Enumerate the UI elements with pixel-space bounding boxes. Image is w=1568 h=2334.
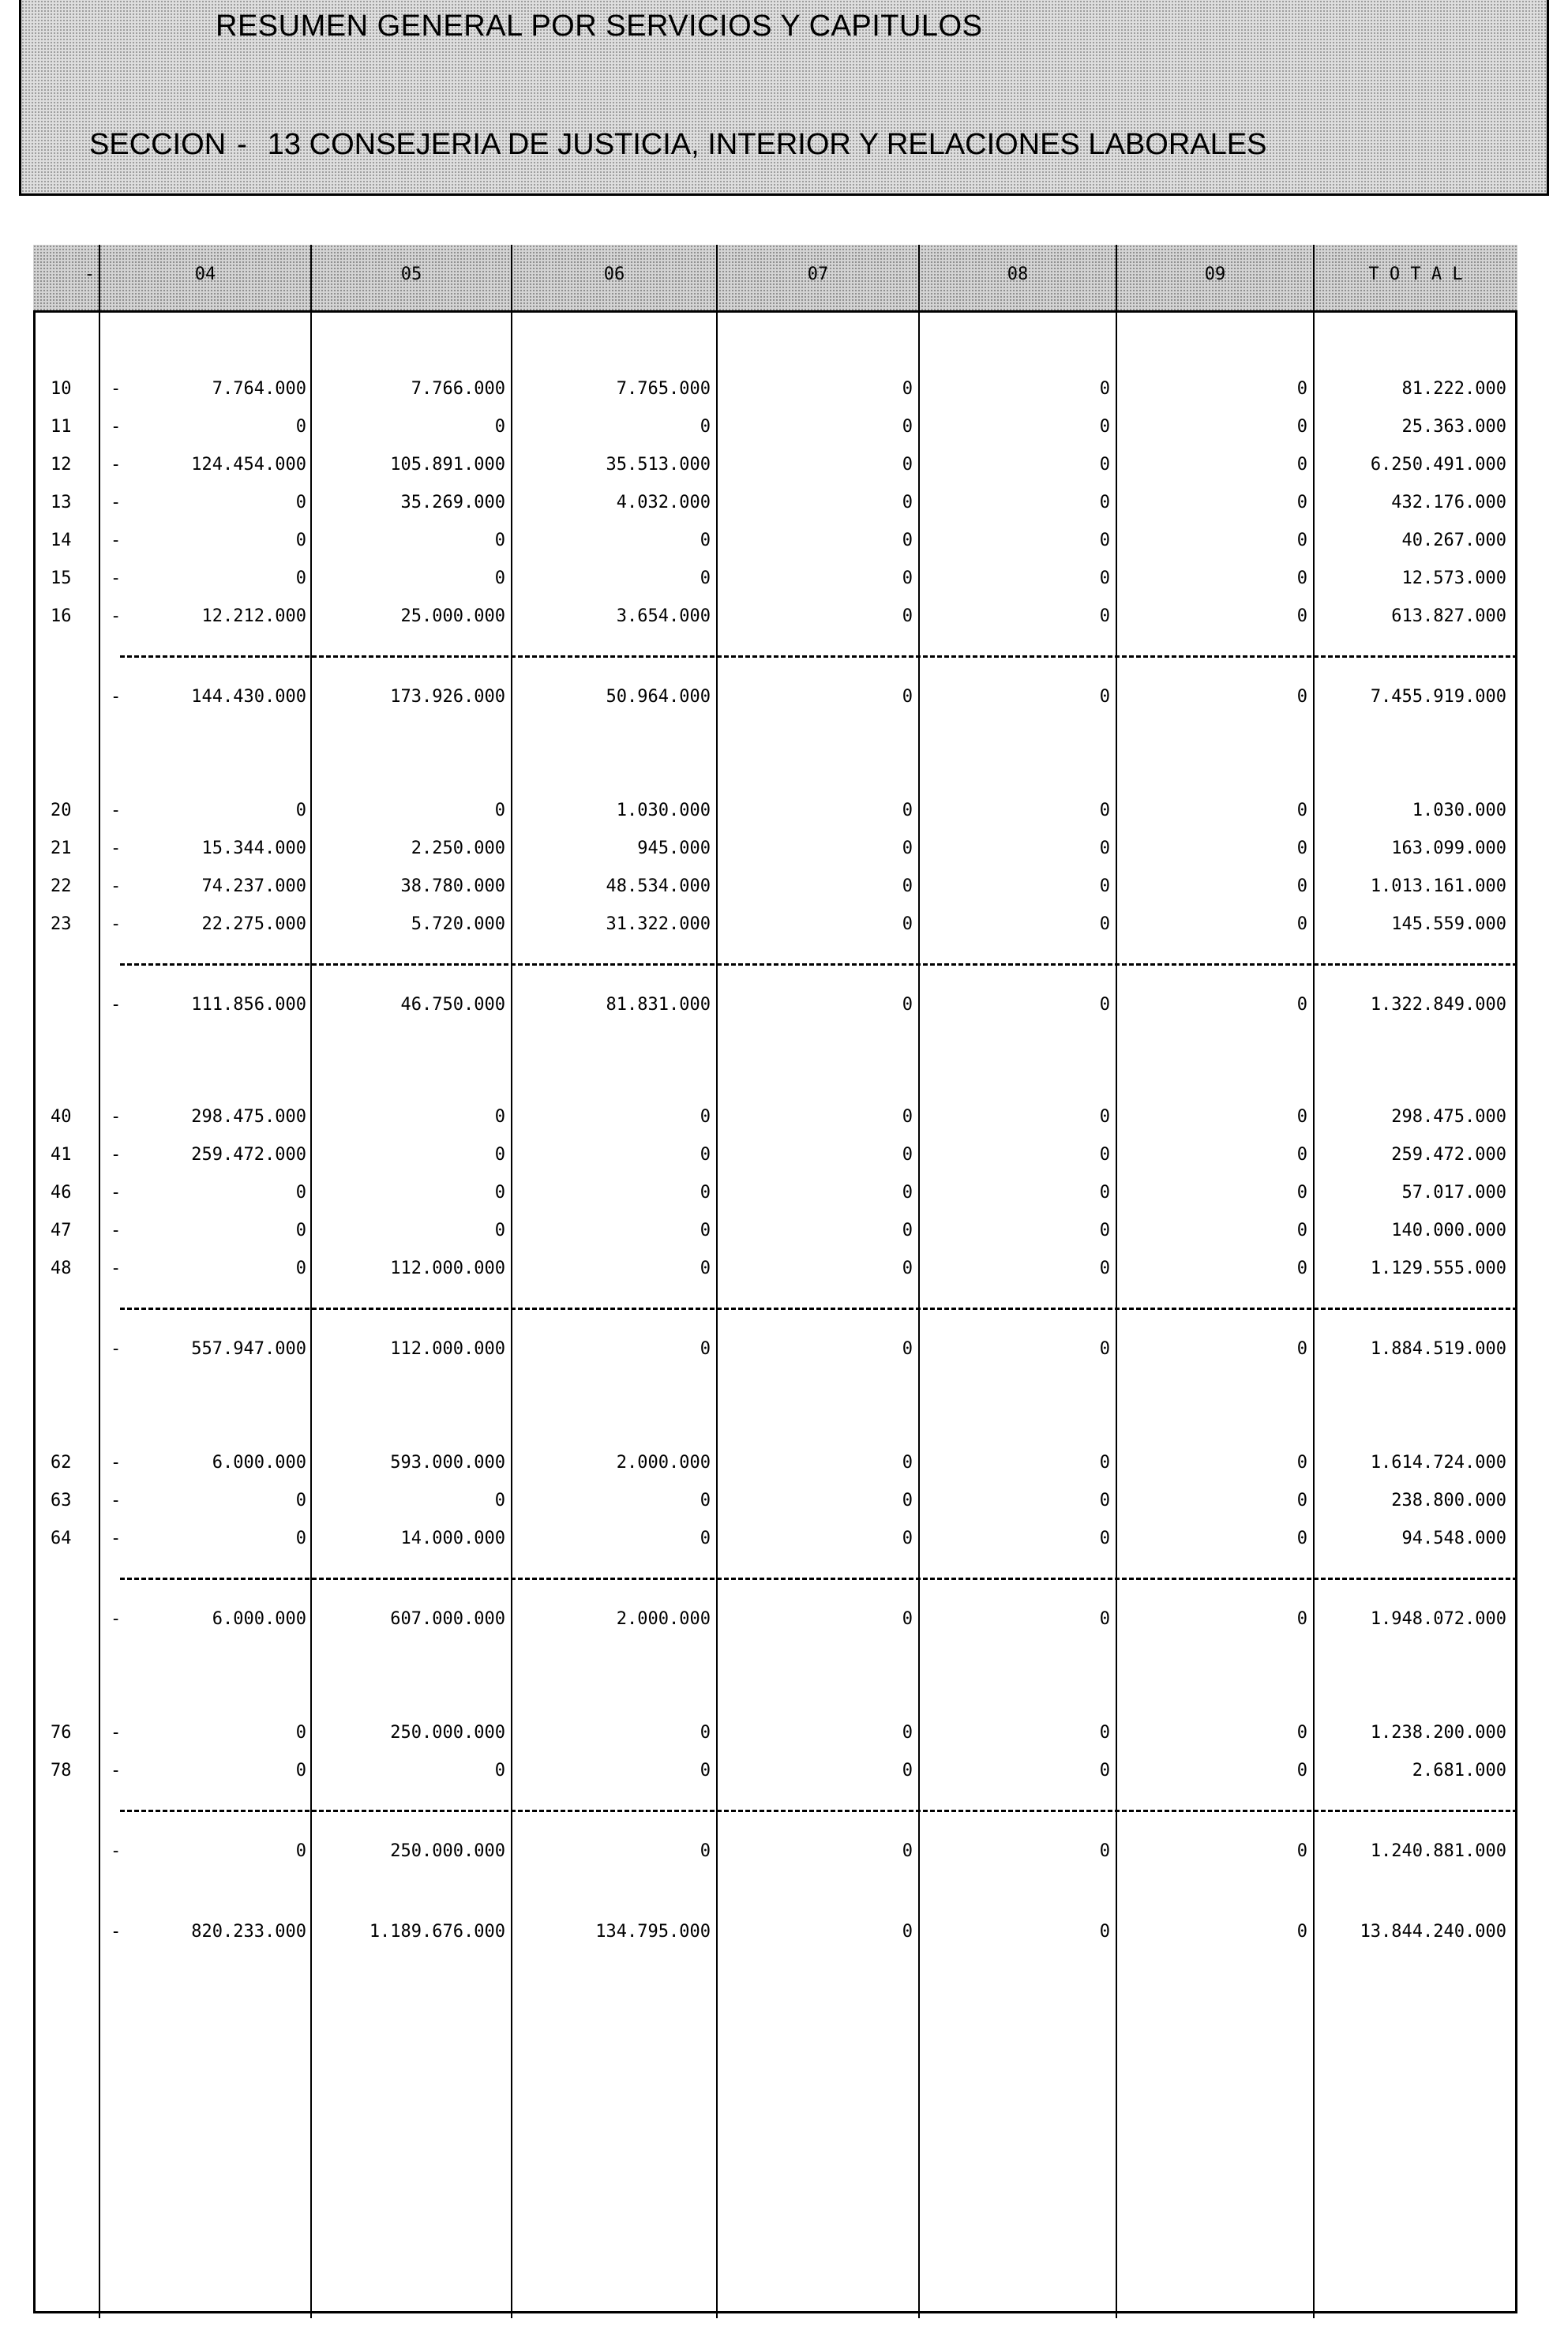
value-cell: 0 [700, 1145, 711, 1165]
value-cell: 134.795.000 [595, 1922, 711, 1942]
row-code: 47 [51, 1221, 72, 1240]
subtotal-separator [120, 1308, 1517, 1310]
value-cell: 0 [700, 1723, 711, 1743]
value-cell: 0 [1099, 1922, 1110, 1942]
value-cell: 46.750.000 [400, 995, 505, 1015]
value-cell: 607.000.000 [390, 1609, 505, 1629]
row-dash: - [111, 687, 122, 707]
value-cell: 0 [902, 417, 913, 437]
value-cell: 0 [295, 1529, 306, 1548]
value-cell: 0 [700, 1107, 711, 1127]
value-cell: 259.472.000 [191, 1145, 306, 1165]
value-cell: 0 [902, 1183, 913, 1203]
value-cell: 0 [1099, 1841, 1110, 1861]
value-cell: 0 [902, 1529, 913, 1548]
section-name: 13 CONSEJERIA DE JUSTICIA, INTERIOR Y RELACIONES LABORALES [267, 128, 1267, 161]
value-cell: 173.926.000 [390, 687, 505, 707]
row-code: 12 [51, 455, 72, 475]
value-cell: 0 [1296, 606, 1307, 626]
value-cell: 0 [902, 1723, 913, 1743]
section-line [89, 128, 1266, 162]
value-cell: 1.189.676.000 [369, 1922, 505, 1942]
value-cell: 613.827.000 [1391, 606, 1506, 626]
value-cell: 0 [1099, 1339, 1110, 1359]
value-cell: 0 [295, 568, 306, 588]
value-cell: 7.764.000 [212, 379, 306, 399]
row-dash: - [111, 1529, 122, 1548]
value-cell: 0 [1099, 1183, 1110, 1203]
row-dash: - [111, 1339, 122, 1359]
value-cell: 0 [1296, 687, 1307, 707]
value-cell: 0 [295, 1491, 306, 1510]
row-dash: - [111, 1221, 122, 1240]
value-cell: 0 [700, 1491, 711, 1510]
column-header: 09 [1204, 265, 1226, 284]
value-cell: 0 [902, 1339, 913, 1359]
row-dash: - [111, 914, 122, 934]
value-cell: 0 [494, 1183, 505, 1203]
value-cell: 4.032.000 [616, 493, 711, 512]
value-cell: 0 [902, 801, 913, 820]
value-cell: 0 [1099, 1145, 1110, 1165]
row-dash: - [111, 1145, 122, 1165]
value-cell: 25.000.000 [400, 606, 505, 626]
row-code: 23 [51, 914, 72, 934]
value-cell: 0 [1099, 995, 1110, 1015]
value-cell: 38.780.000 [400, 876, 505, 896]
row-code: 46 [51, 1183, 72, 1203]
value-cell: 0 [494, 1107, 505, 1127]
section-label: SECCION [89, 128, 227, 161]
value-cell: 0 [902, 687, 913, 707]
value-cell: 0 [1296, 379, 1307, 399]
column-header: 05 [400, 265, 422, 284]
value-cell: 1.030.000 [1412, 801, 1506, 820]
column-header: 06 [603, 265, 625, 284]
value-cell: 0 [1296, 876, 1307, 896]
value-cell: 0 [1296, 801, 1307, 820]
value-cell: 0 [1099, 876, 1110, 896]
value-cell: 0 [1296, 417, 1307, 437]
subtotal-separator [120, 963, 1517, 966]
value-cell: 0 [1099, 1529, 1110, 1548]
value-cell: 820.233.000 [191, 1922, 306, 1942]
value-cell: 0 [902, 1453, 913, 1473]
value-cell: 6.250.491.000 [1370, 455, 1506, 475]
row-dash: - [111, 1761, 122, 1781]
value-cell: 0 [1296, 1922, 1307, 1942]
subtotal-separator [120, 655, 1517, 658]
row-code: 41 [51, 1145, 72, 1165]
value-cell: 74.237.000 [201, 876, 306, 896]
value-cell: 432.176.000 [1391, 493, 1506, 512]
column-header: T O T A L [1368, 265, 1463, 284]
value-cell: 31.322.000 [606, 914, 711, 934]
row-dash: - [111, 1922, 122, 1942]
value-cell: 35.513.000 [606, 455, 711, 475]
value-cell: 0 [1296, 1609, 1307, 1629]
row-code: 20 [51, 801, 72, 820]
row-code: 13 [51, 493, 72, 512]
value-cell: 0 [1296, 1453, 1307, 1473]
value-cell: 57.017.000 [1401, 1183, 1506, 1203]
value-cell: 3.654.000 [616, 606, 711, 626]
value-cell: 2.000.000 [616, 1609, 711, 1629]
value-cell: 0 [494, 1761, 505, 1781]
value-cell: 0 [1296, 531, 1307, 550]
value-cell: 0 [700, 1221, 711, 1240]
report-title: RESUMEN GENERAL POR SERVICIOS Y CAPITULOS [216, 9, 983, 43]
value-cell: 0 [1099, 1453, 1110, 1473]
value-cell: 0 [494, 1221, 505, 1240]
value-cell: 259.472.000 [1391, 1145, 1506, 1165]
value-cell: 0 [1099, 839, 1110, 858]
value-cell: 0 [1296, 493, 1307, 512]
value-cell: 40.267.000 [1401, 531, 1506, 550]
row-code: 22 [51, 876, 72, 896]
report-header [19, 0, 1549, 196]
value-cell: 94.548.000 [1401, 1529, 1506, 1548]
value-cell: 14.000.000 [400, 1529, 505, 1548]
value-cell: 0 [1099, 1491, 1110, 1510]
value-cell: 0 [494, 801, 505, 820]
subtotal-separator [120, 1578, 1517, 1580]
value-cell: 0 [1099, 1259, 1110, 1278]
value-cell: 0 [1099, 1761, 1110, 1781]
value-cell: 0 [1296, 455, 1307, 475]
row-dash: - [111, 1183, 122, 1203]
value-cell: 0 [494, 1491, 505, 1510]
value-cell: 0 [1099, 1107, 1110, 1127]
value-cell: 0 [700, 1761, 711, 1781]
row-code: 40 [51, 1107, 72, 1127]
value-cell: 0 [700, 1259, 711, 1278]
row-dash: - [111, 455, 122, 475]
value-cell: 0 [494, 417, 505, 437]
value-cell: 0 [902, 1841, 913, 1861]
row-dash: - [111, 839, 122, 858]
value-cell: 0 [494, 531, 505, 550]
column-header: 07 [807, 265, 829, 284]
value-cell: 1.948.072.000 [1370, 1609, 1506, 1629]
value-cell: 1.884.519.000 [1370, 1339, 1506, 1359]
value-cell: 0 [700, 417, 711, 437]
value-cell: 0 [1099, 493, 1110, 512]
row-dash: - [111, 1259, 122, 1278]
value-cell: 298.475.000 [1391, 1107, 1506, 1127]
value-cell: 1.322.849.000 [1370, 995, 1506, 1015]
value-cell: 2.000.000 [616, 1453, 711, 1473]
column-header: 08 [1007, 265, 1029, 284]
value-cell: 0 [902, 1922, 913, 1942]
value-cell: 0 [902, 493, 913, 512]
value-cell: 112.000.000 [390, 1259, 505, 1278]
value-cell: 145.559.000 [1391, 914, 1506, 934]
row-code: 63 [51, 1491, 72, 1510]
value-cell: 0 [1099, 687, 1110, 707]
value-cell: 7.455.919.000 [1370, 687, 1506, 707]
row-dash: - [111, 995, 122, 1015]
value-cell: 0 [902, 1609, 913, 1629]
value-cell: 0 [1099, 1723, 1110, 1743]
row-code: 76 [51, 1723, 72, 1743]
row-code: 62 [51, 1453, 72, 1473]
row-dash: - [111, 1107, 122, 1127]
value-cell: 144.430.000 [191, 687, 306, 707]
column-divider [716, 245, 718, 2318]
value-cell: 0 [902, 1221, 913, 1240]
value-cell: 140.000.000 [1391, 1221, 1506, 1240]
value-cell: 12.573.000 [1401, 568, 1506, 588]
column-header: - [84, 265, 95, 284]
value-cell: 15.344.000 [201, 839, 306, 858]
value-cell: 48.534.000 [606, 876, 711, 896]
value-cell: 0 [902, 876, 913, 896]
row-dash: - [111, 1609, 122, 1629]
row-dash: - [111, 1841, 122, 1861]
value-cell: 0 [494, 1145, 505, 1165]
row-dash: - [111, 1723, 122, 1743]
value-cell: 0 [902, 1761, 913, 1781]
value-cell: 1.030.000 [616, 801, 711, 820]
value-cell: 2.250.000 [411, 839, 505, 858]
value-cell: 0 [902, 1259, 913, 1278]
value-cell: 0 [1296, 1841, 1307, 1861]
value-cell: 0 [1296, 1761, 1307, 1781]
row-dash: - [111, 531, 122, 550]
value-cell: 1.013.161.000 [1370, 876, 1506, 896]
value-cell: 0 [295, 801, 306, 820]
value-cell: 0 [295, 417, 306, 437]
value-cell: 0 [295, 1723, 306, 1743]
value-cell: 0 [295, 531, 306, 550]
value-cell: 0 [902, 531, 913, 550]
row-dash: - [111, 1491, 122, 1510]
column-divider [1116, 245, 1117, 2318]
value-cell: 0 [700, 568, 711, 588]
value-cell: 0 [1296, 839, 1307, 858]
value-cell: 0 [700, 1529, 711, 1548]
value-cell: 0 [1296, 1491, 1307, 1510]
value-cell: 0 [295, 1841, 306, 1861]
value-cell: 112.000.000 [390, 1339, 505, 1359]
value-cell: 0 [1099, 379, 1110, 399]
value-cell: 6.000.000 [212, 1453, 306, 1473]
column-divider [918, 245, 920, 2318]
value-cell: 0 [1296, 914, 1307, 934]
value-cell: 250.000.000 [390, 1723, 505, 1743]
value-cell: 2.681.000 [1412, 1761, 1506, 1781]
row-code: 11 [51, 417, 72, 437]
value-cell: 0 [700, 1841, 711, 1861]
value-cell: 0 [902, 1491, 913, 1510]
value-cell: 0 [1099, 531, 1110, 550]
value-cell: 0 [902, 455, 913, 475]
value-cell: 0 [1296, 568, 1307, 588]
value-cell: 25.363.000 [1401, 417, 1506, 437]
value-cell: 13.844.240.000 [1360, 1922, 1506, 1942]
row-code: 21 [51, 839, 72, 858]
value-cell: 81.222.000 [1401, 379, 1506, 399]
value-cell: 0 [902, 379, 913, 399]
value-cell: 12.212.000 [201, 606, 306, 626]
value-cell: 0 [1099, 1609, 1110, 1629]
value-cell: 0 [1296, 995, 1307, 1015]
row-code: 16 [51, 606, 72, 626]
value-cell: 0 [295, 1183, 306, 1203]
column-divider [310, 245, 312, 2318]
value-cell: 0 [1099, 417, 1110, 437]
column-divider [511, 245, 512, 2318]
value-cell: 0 [295, 493, 306, 512]
value-cell: 238.800.000 [1391, 1491, 1506, 1510]
value-cell: 105.891.000 [390, 455, 505, 475]
value-cell: 0 [700, 1183, 711, 1203]
value-cell: 0 [1099, 801, 1110, 820]
row-code: 78 [51, 1761, 72, 1781]
value-cell: 0 [1296, 1183, 1307, 1203]
value-cell: 0 [1296, 1107, 1307, 1127]
row-dash: - [111, 606, 122, 626]
value-cell: 0 [295, 1221, 306, 1240]
value-cell: 250.000.000 [390, 1841, 505, 1861]
value-cell: 557.947.000 [191, 1339, 306, 1359]
row-dash: - [111, 1453, 122, 1473]
value-cell: 7.766.000 [411, 379, 505, 399]
value-cell: 1.129.555.000 [1370, 1259, 1506, 1278]
value-cell: 0 [902, 1107, 913, 1127]
value-cell: 0 [902, 606, 913, 626]
value-cell: 0 [700, 531, 711, 550]
value-cell: 0 [902, 914, 913, 934]
value-cell: 298.475.000 [191, 1107, 306, 1127]
row-code: 10 [51, 379, 72, 399]
value-cell: 0 [1296, 1145, 1307, 1165]
row-dash: - [111, 801, 122, 820]
subtotal-separator [120, 1810, 1517, 1812]
row-dash: - [111, 417, 122, 437]
value-cell: 1.240.881.000 [1370, 1841, 1506, 1861]
value-cell: 7.765.000 [616, 379, 711, 399]
value-cell: 0 [902, 995, 913, 1015]
value-cell: 35.269.000 [400, 493, 505, 512]
value-cell: 1.238.200.000 [1370, 1723, 1506, 1743]
value-cell: 22.275.000 [201, 914, 306, 934]
row-dash: - [111, 379, 122, 399]
value-cell: 0 [1099, 1221, 1110, 1240]
value-cell: 0 [1296, 1259, 1307, 1278]
value-cell: 50.964.000 [606, 687, 711, 707]
value-cell: 6.000.000 [212, 1609, 306, 1629]
value-cell: 5.720.000 [411, 914, 505, 934]
value-cell: 0 [700, 1339, 711, 1359]
row-code: 64 [51, 1529, 72, 1548]
value-cell: 81.831.000 [606, 995, 711, 1015]
column-divider [99, 245, 100, 2318]
value-cell: 0 [902, 568, 913, 588]
column-header: 04 [194, 265, 216, 284]
value-cell: 0 [494, 568, 505, 588]
value-cell: 0 [1099, 455, 1110, 475]
value-cell: 0 [1099, 568, 1110, 588]
row-code: 14 [51, 531, 72, 550]
value-cell: 593.000.000 [390, 1453, 505, 1473]
value-cell: 0 [1296, 1723, 1307, 1743]
column-divider [1313, 245, 1315, 2318]
row-code: 48 [51, 1259, 72, 1278]
value-cell: 0 [1296, 1339, 1307, 1359]
value-cell: 0 [295, 1761, 306, 1781]
row-code: 15 [51, 568, 72, 588]
row-dash: - [111, 493, 122, 512]
value-cell: 1.614.724.000 [1370, 1453, 1506, 1473]
value-cell: 945.000 [637, 839, 711, 858]
value-cell: 0 [1099, 914, 1110, 934]
value-cell: 0 [902, 839, 913, 858]
value-cell: 0 [902, 1145, 913, 1165]
section-dash: - [237, 128, 247, 161]
row-dash: - [111, 568, 122, 588]
value-cell: 0 [1099, 606, 1110, 626]
value-cell: 0 [295, 1259, 306, 1278]
value-cell: 0 [1296, 1529, 1307, 1548]
value-cell: 111.856.000 [191, 995, 306, 1015]
value-cell: 124.454.000 [191, 455, 306, 475]
row-dash: - [111, 876, 122, 896]
value-cell: 0 [1296, 1221, 1307, 1240]
value-cell: 163.099.000 [1391, 839, 1506, 858]
